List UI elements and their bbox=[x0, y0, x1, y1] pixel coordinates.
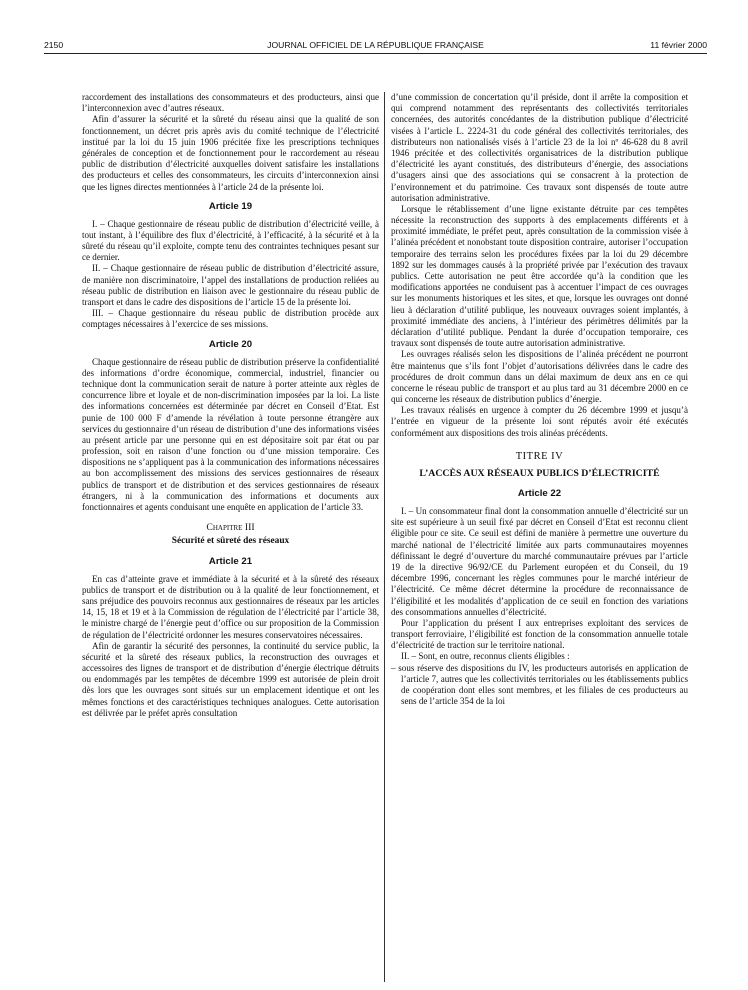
issue-date: 11 février 2000 bbox=[650, 40, 707, 50]
paragraph: II. – Chaque gestionnaire de réseau public de distribution d’électricité assure, de manière non discriminatoire, l’appel des installations de production reliées au réseau public de distribution en liaison avec le gestionnaire du réseau public de transport et dans le cadre des dispositions de l’article 15 de la présente loi. bbox=[82, 263, 379, 307]
paragraph: raccordement des installations des consommateurs et des producteurs, ainsi que l’interconnexion avec d’autres réseaux. bbox=[82, 92, 379, 114]
right-column bbox=[391, 92, 688, 707]
column-divider bbox=[384, 92, 385, 982]
titre-heading: TITRE IV bbox=[515, 450, 564, 462]
header-rule bbox=[44, 53, 707, 54]
titre-title: L’ACCÈS AUX RÉSEAUX PUBLICS D’ÉLECTRICITÉ bbox=[419, 468, 660, 479]
paragraph: I. – Un consommateur final dont la consommation annuelle d’électricité sur un site est supérieure à un seuil fixé par décret en Conseil d’Etat est reconnu client éligible pour ce site. Ce seuil est défini de manière à permettre une ouverture du marché national de l’électricité limitée aux parts communautaires moyennes définissant le degré d’ouverture du marché communautaire prévues par l’article 19 de la directive 96/92/CE du Parlement européen et du Conseil, du 19 décembre 1996, concernant les règles communes pour le marché intérieur de l’électricité. Ce même décret détermine la procédure de reconnaissance de l’éligibilité et les modalités d’application de ce seuil en fonction des variations des consommations annuelles d’électricité. bbox=[391, 506, 688, 617]
page-number: 2150 bbox=[44, 40, 64, 50]
paragraph: Afin d’assurer la sécurité et la sûreté du réseau ainsi que la qualité de son fonctionnement, un décret pris après avis du comité technique de l’électricité institué par la loi du 15 juin 1906 précitée fixe les prescriptions techniques générales de conception et de fonctionnement pour le raccordement au réseau public de distribution d’électricité auxquelles doivent satisfaire les installations des producteurs et celles des consommateurs, les circuits d’interconnexion ainsi que les lignes directes mentionnées à l’article 24 de la présente loi. bbox=[82, 114, 379, 192]
journal-title: JOURNAL OFFICIEL DE LA RÉPUBLIQUE FRANÇAISE bbox=[267, 40, 484, 50]
article-heading: Article 19 bbox=[208, 200, 253, 212]
article-heading: Article 20 bbox=[208, 338, 253, 350]
paragraph: II. – Sont, en outre, reconnus clients éligibles : bbox=[401, 651, 570, 662]
paragraph: d’une commission de concertation qu’il préside, dont il arrête la composition et qui comprend notamment des représentants des collectivités territoriales concernées, des autorités concédantes de la distribution publique d’électricité visées à l’article L. 2224-31 du code général des collectivités territoriales, des distributeurs non nationalisés visés à l’article 23 de la loi nº 46-628 du 8 avril 1946 précitée et des collectivités organisatrices de la distribution publique d’électricité les ayant constitués, des distributeurs d’énergie, des associations d’usagers ainsi que des associations qui se consacrent à la protection de l’environnement et du patrimoine. Ces travaux sont dispensés de toute autre autorisation administrative. bbox=[391, 92, 688, 203]
paragraph: I. – Chaque gestionnaire de réseau public de distribution d’électricité veille, à tout instant, à l’équilibre des flux d’électricité, à l’efficacité, à la sécurité et à la sûreté du réseau qu’il exploite, compte tenu des contraintes techniques pesant sur ce dernier. bbox=[82, 218, 379, 263]
paragraph: Les ouvrages réalisés selon les dispositions de l’alinéa précédent ne pourront être maintenus que s’ils font l’objet d’autorisations délivrées dans le cadre des procédures de droit commun dans un délai maximum de deux ans en ce qui concerne le réseau public de transport et au plus tard au 31 décembre 2000 en ce qui concerne les réseaux de distribution publics d’énergie. bbox=[391, 349, 688, 405]
paragraph: Chaque gestionnaire de réseau public de distribution préserve la confidentialité des informations d’ordre économique, commercial, industriel, financier ou technique dont la communication serait de nature à porter atteinte aux règles de concurrence libre et loyale et de non-discrimination imposées par la loi. La liste des informations concernées est déterminée par décret en Conseil d’Etat. Est punie de 100 000 F d’amende la révélation à toute personne étrangère aux services du gestionnaire d’un réseau de distribution d’une des informations visées au présent article par une personne qui en est dépositaire soit par état ou par profession, soit en raison d’une fonction ou d’une mission temporaire. Ces dispositions ne s’appliquent pas à la communication des informations nécessaires au bon accomplissement des missions des services gestionnaires de réseaux publics de transport et de distribution et des services gestionnaires de réseaux étrangers, ni à la communication des informations et documents aux fonctionnaires et agents conduisant une enquête en application de l’article 33. bbox=[82, 356, 379, 512]
chapter-heading: Chapitre III bbox=[206, 522, 255, 534]
page-header bbox=[44, 40, 707, 54]
paragraph: Les travaux réalisés en urgence à compter du 26 décembre 1999 et jusqu’à l’entrée en vigueur de la présente loi sont réputés avoir été exécutés conformément aux dispositions des trois alinéas précédents. bbox=[391, 405, 688, 438]
paragraph: Lorsque le rétablissement d’une ligne existante détruite par ces tempêtes nécessite la reconstruction des supports à des emplacements différents et à proximité immédiate, le préfet peut, après consultation de la commission visée à l’alinéa précédent et nonobstant toute disposition contraire, autoriser l’occupation temporaire des terrains selon les procédures fixées par la loi du 29 décembre 1892 sur les dommages causés à la propriété privée par l’exécution des travaux publics. Cette autorisation ne peut être accordée qu’à la condition que les modifications apportées ne conduisent pas à accentuer l’impact de ces ouvrages sur les monuments historiques et les sites, et que, lorsque les ouvrages ont donné lieu à déclaration d’utilité publique, les nouveaux ouvrages soient implantés, à proximité immédiate des anciens, à l’intérieur des périmètres délimités par la déclaration d’utilité publique. Pendant la durée d’occupation temporaire, ces travaux sont dispensés de toute autre autorisation administrative. bbox=[391, 203, 688, 349]
paragraph: Afin de garantir la sécurité des personnes, la continuité du service public, la sécurité et la sûreté des réseaux publics, la reconstruction des ouvrages et accessoires des lignes de transport et de distribution d’énergie électrique détruits ou endommagés par les tempêtes de décembre 1999 est autorisée de plein droit dès lors que les ouvrages sont situés sur un emplacement identique et ont les mêmes fonctions et des caractéristiques techniques analogues. Cette autorisation est délivrée par le préfet après consultation bbox=[82, 640, 379, 718]
paragraph: En cas d’atteinte grave et immédiate à la sécurité et à la sûreté des réseaux publics de transport et de distribution ou à la qualité de leur fonctionnement, et sans préjudice des pouvoirs reconnus aux gestionnaires de réseaux par les articles 14, 15, 18 et 19 et à la Commission de régulation de l’électricité par l’article 38, le ministre chargé de l’énergie peut d’office ou sur proposition de la Commission de régulation de l’électricité ordonner les mesures conservatoires nécessaires. bbox=[82, 573, 379, 640]
article-heading: Article 22 bbox=[517, 488, 562, 499]
article-heading: Article 21 bbox=[208, 555, 253, 567]
left-column bbox=[82, 92, 379, 719]
paragraph: III. – Chaque gestionnaire du réseau public de distribution procède aux comptages nécessaires à l’exercice de ses missions. bbox=[82, 308, 379, 330]
chapter-title: Sécurité et sûreté des réseaux bbox=[171, 536, 290, 547]
list-item: – sous réserve des dispositions du IV, les producteurs autorisés en application de l’article 7, autres que les collectivités territoriales ou les établissements publics de coopération dont elles sont membres, et les filiales de ces producteurs au sens de l’article 354 de la loi bbox=[391, 662, 688, 707]
paragraph: Pour l’application du présent I aux entreprises exploitant des services de transport ferroviaire, l’éligibilité est fonction de la consommation annuelle totale d’électricité de traction sur le territoire national. bbox=[391, 617, 688, 651]
